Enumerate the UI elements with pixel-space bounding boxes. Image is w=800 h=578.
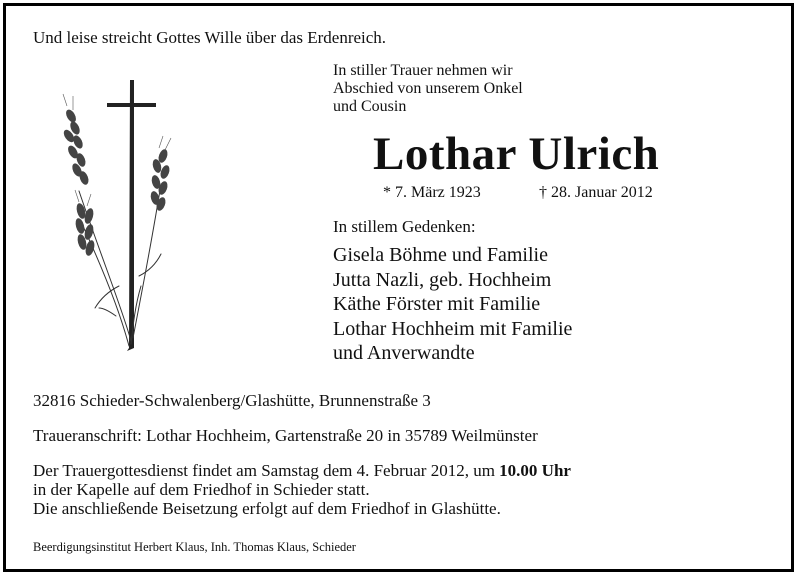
mourner-item: Jutta Nazli, geb. Hochheim: [333, 268, 552, 291]
deceased-name: Lothar Ulrich: [373, 128, 660, 180]
service-line-2: in der Kapelle auf dem Friedhof in Schieder statt.: [33, 480, 370, 499]
memory-heading: In stillem Gedenken:: [333, 217, 476, 236]
mourners-list: [333, 243, 572, 366]
intro-line: In stiller Trauer nehmen wir: [333, 62, 513, 79]
cross-with-wheat-icon: [61, 76, 186, 351]
mourner-item: Gisela Böhme und Familie: [333, 244, 548, 266]
service-line-1: [33, 461, 571, 480]
mourner-item: und Anverwandte: [333, 342, 475, 364]
service-time: 10.00 Uhr: [499, 461, 571, 480]
intro-line: Abschied von unserem Onkel: [333, 80, 523, 97]
funeral-home-footer: Beerdigungsinstitut Herbert Klaus, Inh. Thomas Klaus, Schieder: [33, 540, 356, 554]
residence-address: 32816 Schieder-Schwalenberg/Glashütte, Brunnenstraße 3: [33, 391, 431, 410]
service-info: [33, 461, 571, 518]
death-date: † 28. Januar 2012: [539, 184, 653, 201]
service-line-3: Die anschließende Beisetzung erfolgt auf dem Friedhof in Glashütte.: [33, 499, 501, 518]
mourning-address: Traueranschrift: Lothar Hochheim, Gartenstraße 20 in 35789 Weilmünster: [33, 426, 538, 445]
intro-line: und Cousin: [333, 98, 407, 115]
birth-date: * 7. März 1923: [383, 184, 481, 201]
intro-text: [333, 62, 523, 116]
mourner-item: Lothar Hochheim mit Familie: [333, 317, 573, 340]
motto-text: Und leise streicht Gottes Wille über das Erdenreich.: [33, 28, 387, 47]
obituary-notice: [3, 3, 794, 572]
service-line-1-text: Der Trauergottesdienst findet am Samstag dem 4. Februar 2012, um: [33, 461, 500, 480]
mourner-item: Käthe Förster mit Familie: [333, 293, 541, 315]
